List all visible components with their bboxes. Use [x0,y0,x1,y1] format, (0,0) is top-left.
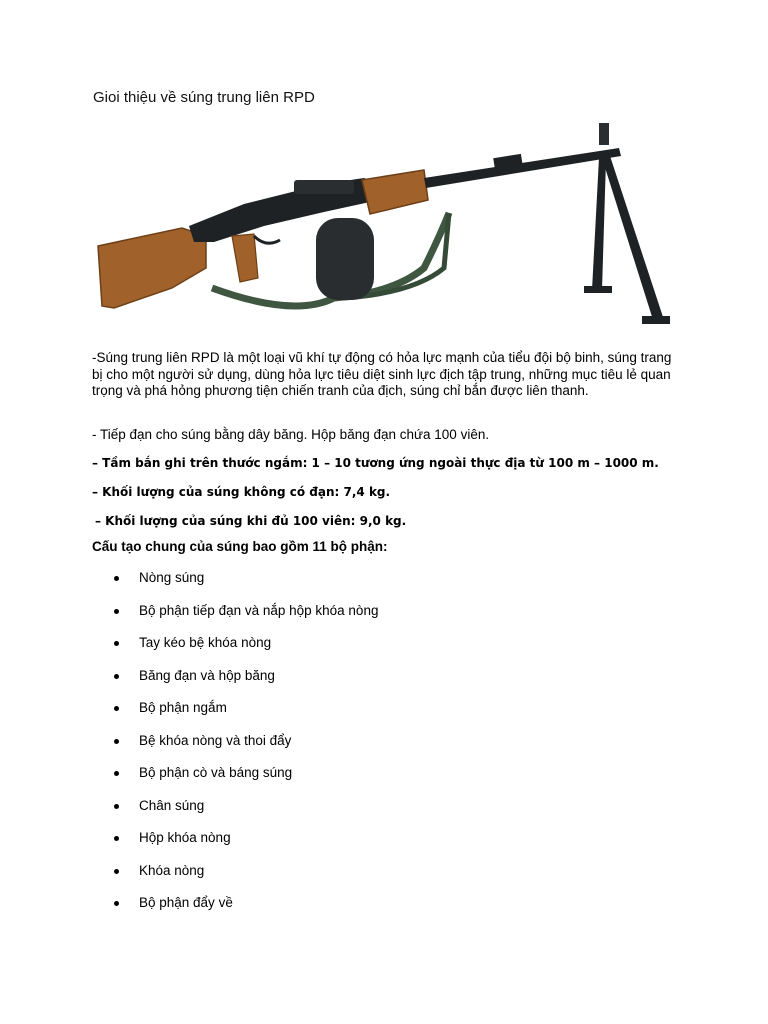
drum-magazine [316,218,374,300]
bipod-leg-left [592,158,606,290]
trigger-guard [254,236,280,243]
rpd-machine-gun-image [94,118,674,340]
front-sight [599,123,609,145]
spec-weight-loaded: – Khối lượng của súng khi đủ 100 viên: 9,0 kg. [95,514,407,528]
parts-heading: Cấu tạo chung của súng bao gồm 11 bộ phận: [92,539,388,554]
list-item-label: Nòng súng [139,570,205,585]
feed-paragraph: - Tiếp đạn cho súng bằng dây băng. Hộp băng đạn chứa 100 viên. [92,427,490,442]
spec-range: – Tầm bắn ghi trên thước ngắm: 1 – 10 tương ứng ngoài thực địa từ 100 m – 1000 m. [92,456,659,470]
bipod-foot-left [584,286,612,293]
bullet-icon [114,836,119,841]
list-item-label: Bộ phận cò và báng súng [139,765,293,780]
list-item-label: Hộp khóa nòng [139,830,231,845]
barrel [424,148,621,188]
bullet-icon [114,771,119,776]
bullet-icon [114,674,119,679]
bullet-icon [114,576,119,581]
bullet-icon [114,739,119,744]
list-item-label: Bộ phận ngắm [139,700,227,715]
list-item-label: Bộ phận tiếp đạn và nắp hộp khóa nòng [139,602,379,618]
bullet-icon [114,901,119,906]
list-item-label: Bệ khóa nòng và thoi đẩy [139,732,292,748]
top-cover [294,180,354,194]
document-title: Gioi thiệu về súng trung liên RPD [93,89,315,106]
bullet-icon [114,641,119,646]
buttstock [98,228,206,308]
list-item-label: Khóa nòng [139,862,205,878]
bullet-icon [114,609,119,614]
bullet-icon [114,706,119,711]
list-item-label: Chân súng [139,797,205,813]
list-item-label: Bộ phận đẩy về [139,895,233,910]
bipod-foot-right [642,316,670,324]
forend [362,170,428,214]
bullet-icon [114,804,119,809]
pistol-grip [232,234,258,282]
description-paragraph: -Súng trung liên RPD là một loại vũ khí tự động có hỏa lực mạnh của tiểu đội bộ binh, súng trang bị cho một người sử dụng, dùng hỏa lực tiêu diệt sinh lực địch tập trung, những mục tiêu lẻ quan trọng và phá hỏng phương tiện chiến tranh của địch, súng chỉ bắn được liên thanh. [92,350,672,398]
spec-weight-empty: – Khối lượng của súng không có đạn: 7,4 kg. [92,485,391,499]
list-item-label: Băng đạn và hộp băng [139,667,275,683]
list-item-label: Tay kéo bệ khóa nòng [139,635,272,650]
bullet-icon [114,869,119,874]
bipod-leg-right [602,156,664,323]
